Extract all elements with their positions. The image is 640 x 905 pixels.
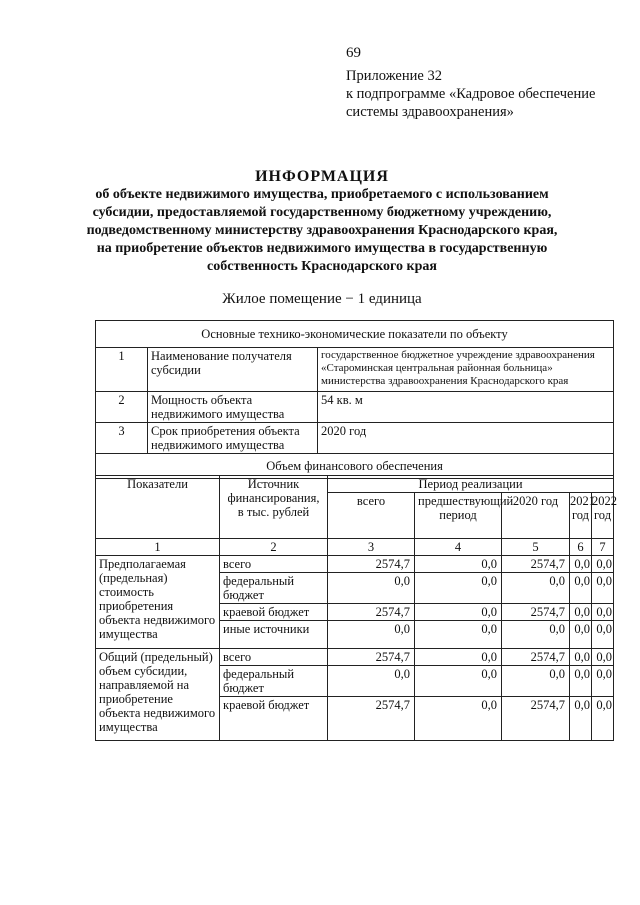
- table-row: [96, 392, 614, 423]
- document-title: ИНФОРМАЦИЯ: [255, 168, 389, 185]
- row-number: 1: [96, 348, 148, 392]
- year-2021-cell: 0,0: [570, 697, 592, 741]
- column-number: 6: [570, 539, 592, 556]
- total-cell: 0,0: [328, 573, 415, 604]
- year-2021-cell: 0,0: [570, 604, 592, 621]
- year-2022-cell: 0,0: [592, 697, 614, 741]
- appendix-line-3: системы здравоохранения»: [346, 104, 514, 120]
- indicator-value: государственное бюджетное учреждение здравоохранения «Староминская центральная районная больница» министерства здравоохранения Краснодарского края: [318, 348, 614, 392]
- row-number: 2: [96, 392, 148, 423]
- group-label-subsidy: Общий (предельный) объем субсидии, направляемой на приобретение объекта недвижимого имущества: [96, 649, 220, 741]
- year-2021-cell: 0,0: [570, 649, 592, 666]
- year-2020-header: 2020 год: [502, 493, 570, 539]
- source-cell: федеральный бюджет: [220, 666, 328, 697]
- total-cell: 2574,7: [328, 697, 415, 741]
- source-cell: краевой бюджет: [220, 604, 328, 621]
- previous-cell: 0,0: [415, 697, 502, 741]
- year-2022-header: 2022 год: [592, 493, 614, 539]
- year-2020-cell: 2574,7: [502, 697, 570, 741]
- previous-cell: 0,0: [415, 666, 502, 697]
- source-header: Источник финансирования, в тыс. рублей: [220, 476, 328, 539]
- previous-cell: 0,0: [415, 649, 502, 666]
- page-number: 69: [346, 45, 361, 61]
- year-2020-cell: 2574,7: [502, 604, 570, 621]
- indicator-name: Срок приобретения объекта недвижимого имущества: [148, 423, 318, 454]
- year-2022-cell: 0,0: [592, 621, 614, 649]
- source-cell: всего: [220, 556, 328, 573]
- indicator-value: 54 кв. м: [318, 392, 614, 423]
- year-2022-cell: 0,0: [592, 556, 614, 573]
- group-label-cost: Предполагаемая (предельная) стоимость приобретения объекта недвижимого имущества: [96, 556, 220, 649]
- total-cell: 0,0: [328, 666, 415, 697]
- indicators-title-row: [96, 321, 614, 348]
- indicators-header: Показатели: [96, 476, 220, 539]
- row-number: 3: [96, 423, 148, 454]
- source-cell: иные источники: [220, 621, 328, 649]
- year-2022-cell: 0,0: [592, 666, 614, 697]
- year-2021-cell: 0,0: [570, 573, 592, 604]
- year-2020-cell: 2574,7: [502, 649, 570, 666]
- indicator-value: 2020 год: [318, 423, 614, 454]
- finance-table: [95, 475, 617, 741]
- heading-line-4: на приобретение объектов недвижимого имущества в государственную: [96, 241, 548, 256]
- column-numbers-row: [96, 539, 614, 556]
- table-row: [96, 348, 614, 392]
- previous-cell: 0,0: [415, 573, 502, 604]
- year-2021-cell: 0,0: [570, 666, 592, 697]
- table-row: [96, 556, 614, 573]
- indicators-title: Основные технико-экономические показатели по объекту: [96, 321, 614, 348]
- source-cell: всего: [220, 649, 328, 666]
- total-cell: 2574,7: [328, 604, 415, 621]
- total-header: всего: [328, 493, 415, 539]
- appendix-line-1: Приложение 32: [346, 68, 442, 84]
- column-number: 1: [96, 539, 220, 556]
- source-cell: краевой бюджет: [220, 697, 328, 741]
- table-row: [96, 423, 614, 454]
- previous-cell: 0,0: [415, 621, 502, 649]
- year-2021-cell: 0,0: [570, 556, 592, 573]
- year-2021-cell: 0,0: [570, 621, 592, 649]
- total-cell: 2574,7: [328, 556, 415, 573]
- heading-line-1: об объекте недвижимого имущества, приобретаемого с использованием: [95, 187, 549, 202]
- indicator-name: Наименование получателя субсидии: [148, 348, 318, 392]
- previous-period-header: предшествующий период: [415, 493, 502, 539]
- finance-header-row: [96, 476, 614, 493]
- total-cell: 0,0: [328, 621, 415, 649]
- year-2020-cell: 0,0: [502, 573, 570, 604]
- year-2020-cell: 0,0: [502, 621, 570, 649]
- object-subtitle: Жилое помещение − 1 единица: [222, 291, 422, 307]
- appendix-line-2: к подпрограмме «Кадровое обеспечение: [346, 86, 596, 102]
- heading-line-3: подведомственному министерству здравоохранения Краснодарского края,: [86, 223, 558, 238]
- column-number: 5: [502, 539, 570, 556]
- total-cell: 2574,7: [328, 649, 415, 666]
- table-row: [96, 649, 614, 666]
- column-number: 2: [220, 539, 328, 556]
- document-heading: [80, 168, 564, 276]
- year-2022-cell: 0,0: [592, 604, 614, 621]
- column-number: 7: [592, 539, 614, 556]
- heading-line-5: собственность Краснодарского края: [207, 259, 437, 274]
- year-2020-cell: 2574,7: [502, 556, 570, 573]
- appendix-reference: [346, 67, 595, 121]
- heading-line-2: субсидии, предоставляемой государственному бюджетному учреждению,: [92, 205, 552, 220]
- previous-cell: 0,0: [415, 604, 502, 621]
- year-2022-cell: 0,0: [592, 649, 614, 666]
- source-cell: федеральный бюджет: [220, 573, 328, 604]
- year-2020-cell: 0,0: [502, 666, 570, 697]
- year-2021-header: 2021 год: [570, 493, 592, 539]
- year-2022-cell: 0,0: [592, 573, 614, 604]
- column-number: 3: [328, 539, 415, 556]
- column-number: 4: [415, 539, 502, 556]
- finance-title: Объем финансового обеспечения: [96, 454, 614, 479]
- indicator-name: Мощность объекта недвижимого имущества: [148, 392, 318, 423]
- previous-cell: 0,0: [415, 556, 502, 573]
- period-header: Период реализации: [328, 476, 614, 493]
- indicators-table: [95, 320, 614, 479]
